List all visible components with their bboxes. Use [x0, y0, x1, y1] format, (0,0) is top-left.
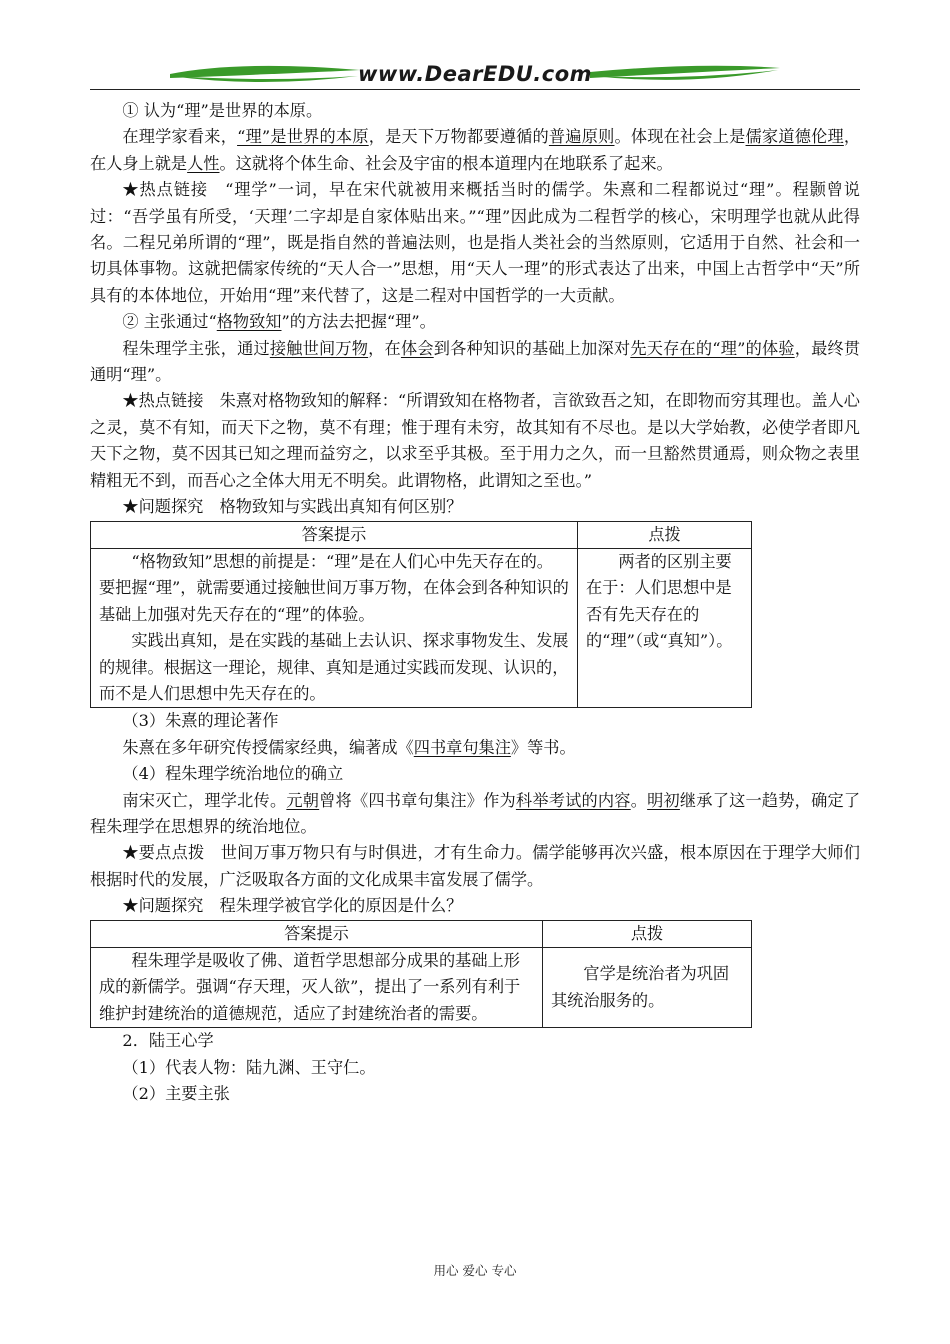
table2-hint-cell — [543, 948, 752, 1028]
table1-header-hint: 点拨 — [578, 521, 752, 548]
table1-hint-text: 两者的区别主要在于：人们思想中是否有先天存在的的“理”（或“真知”）。 — [586, 551, 733, 651]
site-header-logo — [90, 58, 860, 92]
table2-header-answer: 答案提示 — [91, 920, 543, 947]
document-body — [90, 98, 860, 1107]
heading-4: （4）程朱理学统治地位的确立 — [122, 764, 344, 784]
table2-hint-text: 官学是统治者为巩固其统治服务的。 — [551, 964, 730, 1010]
table2-header-hint: 点拨 — [543, 920, 752, 947]
table1-header-answer: 答案提示 — [91, 521, 578, 548]
table2-answer-text: 程朱理学是吸收了佛、道哲学思想部分成果的基础上形成的新儒学。强调“存天理，灭人欲”，提出了一系列有利于维护封建统治的道德规范，适应了封建统治者的需要。 — [99, 951, 521, 1023]
paragraph-5: 程朱理学主张，通过接触世间万物，在体会到各种知识的基础上加深对先天存在的“理”的体验，最终贯通明“理”。 — [90, 338, 861, 385]
page-footer: 用心 爱心 专心 — [433, 1263, 517, 1278]
heading-3: （3）朱熹的理论著作 — [122, 711, 279, 731]
paragraph-9: 朱熹在多年研究传授儒家经典，编著成《四书章句集注》等书。 — [122, 737, 576, 757]
paragraph-question-2: ★问题探究 程朱理学被官学化的原因是什么？ — [122, 896, 463, 916]
paragraph-question-1: ★问题探究 格物致知与实践出真知有何区别？ — [122, 497, 463, 517]
answer-table-1 — [90, 521, 752, 709]
paragraph-11: 南宋灭亡，理学北传。元朝曾将《四书章句集注》作为科举考试的内容。明初继承了这一趋势，确定了程朱理学在思想界的统治地位。 — [90, 790, 861, 836]
answer-table-2 — [90, 920, 752, 1029]
table2-answer-cell — [91, 948, 543, 1028]
paragraph-4: ② 主张通过“格物致知”的方法去把握“理”。 — [122, 312, 436, 332]
paragraph-key-point: ★要点点拨 世间万事万物只有与时俱进，才有生命力。儒学能够再次兴盛，根本原因在于理学大师们根据时代的发展，广泛吸取各方面的文化成果丰富发展了儒学。 — [90, 843, 860, 889]
table1-hint-cell — [578, 548, 752, 707]
table1-answer-paragraph-2: 实践出真知，是在实践的基础上去认识、探求事物发生、发展的规律。根据这一理论，规律、真知是通过实践而发现、认识的，而不是人们思想中先天存在的。 — [99, 631, 569, 703]
paragraph-representatives: （1）代表人物：陆九渊、王守仁。 — [122, 1057, 376, 1077]
paragraph-2: 在理学家看来，“理”是世界的本原，是天下万物都要遵循的普遍原则。体现在社会上是儒家道德伦理，在人身上就是人性。这就将个体生命、社会及宇宙的根本道理内在地联系了起来。 — [90, 127, 861, 173]
table1-answer-cell — [91, 548, 578, 707]
section-heading-2: 2．陆王心学 — [122, 1031, 214, 1051]
paragraph-hot-link-1: ★热点链接 “理学”一词，早在宋代就被用来概括当时的儒学。朱熹和二程都说过“理”。程颢曾说过：“吾学虽有所受，‘天理’二字却是自家体贴出来。”“理”因此成为二程哲学的核心，宋明理学也就从此得名。二程兄弟所谓的“理”，既是指自然的普遍法则，也是指人类社会的当然原则，它适用于自然、社会和一切具体事物。这就把儒家传统的“天人合一”思想，用“天人一理”的形式表达了出来，中国上古哲学中“天”所具有的本体地位，开始用“理”来代替了，这是二程对中国哲学的一大贡献。 — [90, 180, 860, 305]
paragraph-hot-link-2: ★热点链接 朱熹对格物致知的解释：“所谓致知在格物者，言欲致吾之知，在即物而穷其理也。盖人心之灵，莫不有知，而天下之物，莫不有理；惟于理有未穷，故其知有不尽也。是以大学始教，必使学者即凡天下之物，莫不因其已知之理而益穷之，以求至乎其极。至于用力之久，而一旦豁然贯通焉，则众物之表里精粗无不到，而吾心之全体大用无不明矣。此谓物格，此谓知之至也。” — [90, 391, 860, 490]
header-rule — [90, 89, 860, 90]
table1-answer-paragraph-1: “格物致知”思想的前提是：“理”是在人们心中先天存在的。要把握“理”，就需要通过接触世间万事万物，在体会到各种知识的基础上加强对先天存在的“理”的体验。 — [99, 551, 569, 624]
site-logo-text: www.DearEDU.com — [357, 62, 593, 86]
paragraph-1: ① 认为“理”是世界的本原。 — [122, 101, 323, 120]
paragraph-main-ideas: （2）主要主张 — [122, 1084, 230, 1104]
